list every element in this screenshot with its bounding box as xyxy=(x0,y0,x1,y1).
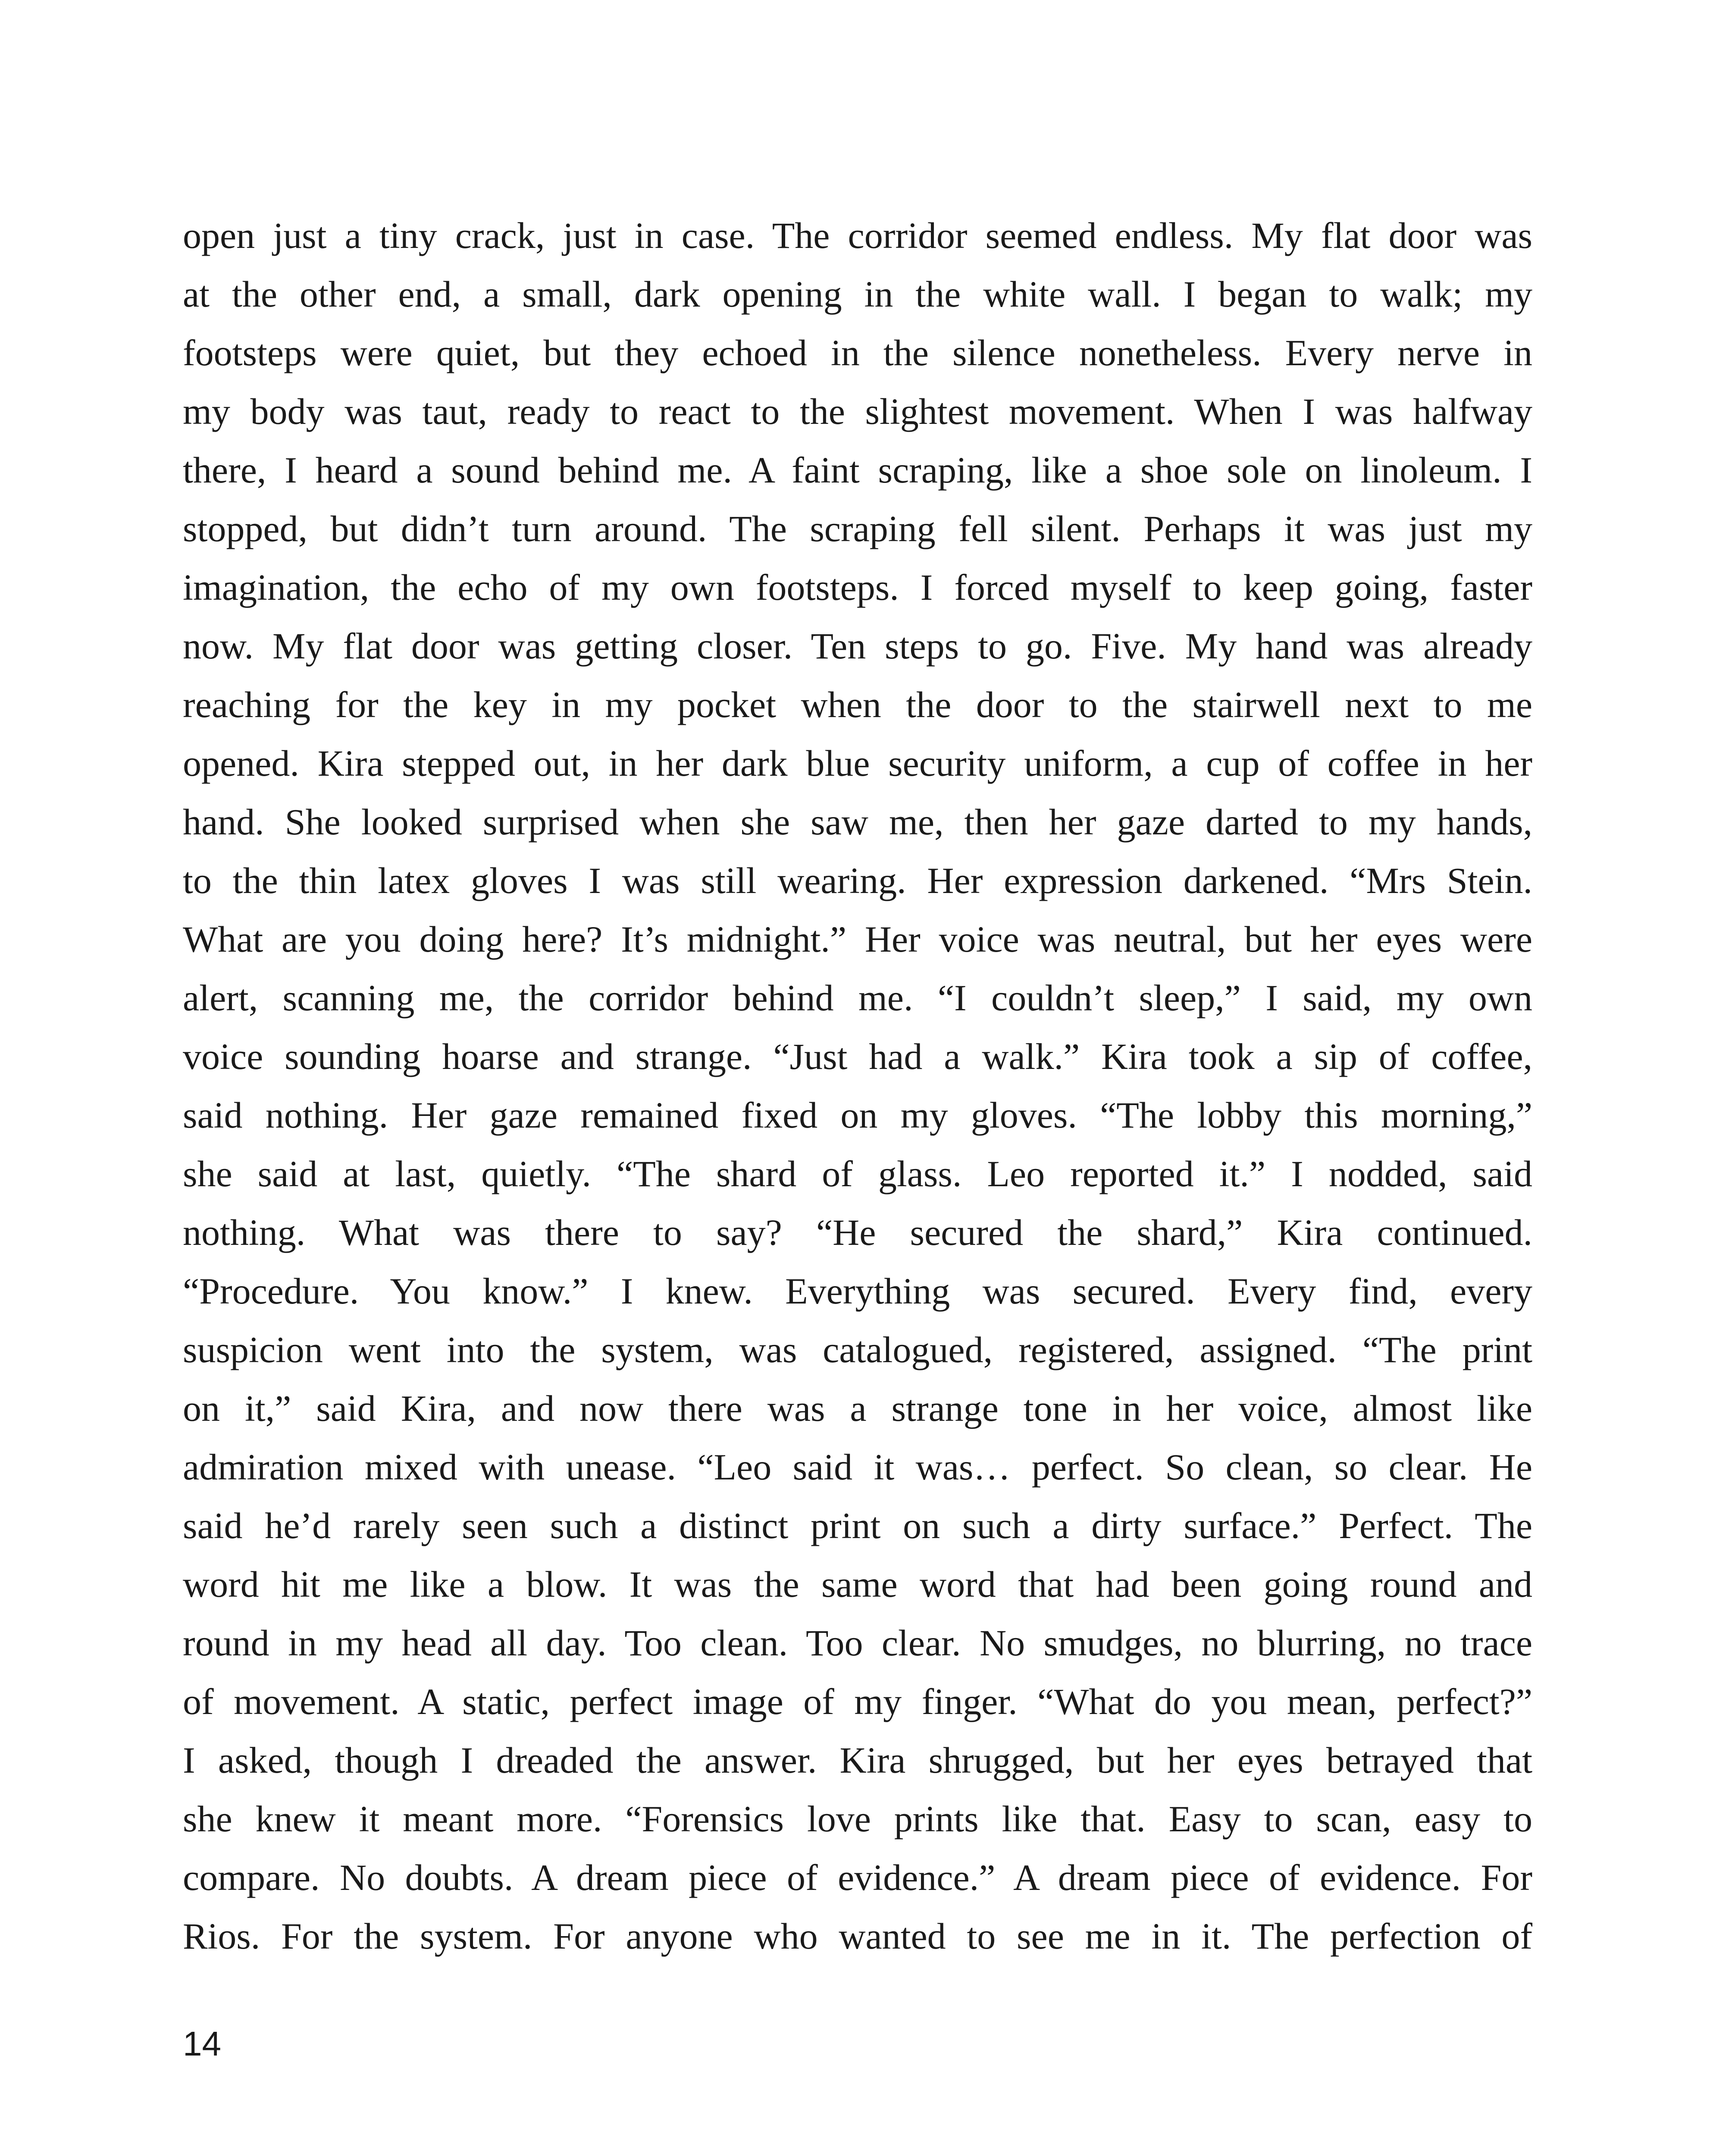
text-line: hand. She looked surprised when she saw me, then her gaze darted to my hands, xyxy=(183,801,1532,843)
text-line: alert, scanning me, the corridor behind me. “I couldn’t sleep,” I said, my own xyxy=(183,977,1532,1018)
text-line: suspicion went into the system, was catalogued, registered, assigned. “The print xyxy=(183,1329,1532,1370)
body-text xyxy=(183,206,1532,1965)
text-line: said he’d rarely seen such a distinct print on such a dirty surface.” Perfect. The xyxy=(183,1505,1532,1546)
text-line: round in my head all day. Too clean. Too clear. No smudges, no blurring, no trace xyxy=(183,1622,1532,1664)
text-line: of movement. A static, perfect image of my finger. “What do you mean, perfect?” xyxy=(183,1681,1532,1722)
text-line: to the thin latex gloves I was still wearing. Her expression darkened. “Mrs Stein. xyxy=(183,860,1532,901)
text-line: footsteps were quiet, but they echoed in the silence nonetheless. Every nerve in xyxy=(183,332,1532,373)
text-line: open just a tiny crack, just in case. The corridor seemed endless. My flat door was xyxy=(183,215,1532,256)
text-line: reaching for the key in my pocket when the door to the stairwell next to me xyxy=(183,684,1532,725)
text-line: on it,” said Kira, and now there was a strange tone in her voice, almost like xyxy=(183,1388,1532,1429)
text-line: she knew it meant more. “Forensics love prints like that. Easy to scan, easy to xyxy=(183,1798,1532,1839)
text-line: nothing. What was there to say? “He secured the shard,” Kira continued. xyxy=(183,1212,1532,1253)
text-line: What are you doing here? It’s midnight.” Her voice was neutral, but her eyes were xyxy=(183,918,1532,960)
text-line: now. My flat door was getting closer. Ten steps to go. Five. My hand was already xyxy=(183,625,1532,667)
text-line: stopped, but didn’t turn around. The scraping fell silent. Perhaps it was just my xyxy=(183,508,1532,549)
text-line: voice sounding hoarse and strange. “Just had a walk.” Kira took a sip of coffee, xyxy=(183,1036,1532,1077)
text-line: at the other end, a small, dark opening in the white wall. I began to walk; my xyxy=(183,273,1532,315)
text-line: said nothing. Her gaze remained fixed on my gloves. “The lobby this morning,” xyxy=(183,1094,1532,1136)
text-line: imagination, the echo of my own footsteps. I forced myself to keep going, faster xyxy=(183,567,1532,608)
text-line: there, I heard a sound behind me. A faint scraping, like a shoe sole on linoleum. I xyxy=(183,449,1532,491)
page-number: 14 xyxy=(183,2024,221,2063)
text-line: compare. No doubts. A dream piece of evidence.” A dream piece of evidence. For xyxy=(183,1857,1532,1898)
text-line: Rios. For the system. For anyone who wanted to see me in it. The perfection of xyxy=(183,1915,1532,1957)
text-line: word hit me like a blow. It was the same word that had been going round and xyxy=(183,1564,1532,1605)
text-line: I asked, though I dreaded the answer. Kira shrugged, but her eyes betrayed that xyxy=(183,1739,1532,1781)
text-line: my body was taut, ready to react to the slightest movement. When I was halfway xyxy=(183,391,1532,432)
text-line: opened. Kira stepped out, in her dark blue security uniform, a cup of coffee in her xyxy=(183,743,1532,784)
text-line: admiration mixed with unease. “Leo said it was… perfect. So clean, so clear. He xyxy=(183,1446,1532,1488)
text-line: “Procedure. You know.” I knew. Everything was secured. Every find, every xyxy=(183,1270,1532,1312)
text-line: she said at last, quietly. “The shard of glass. Leo reported it.” I nodded, said xyxy=(183,1153,1532,1194)
